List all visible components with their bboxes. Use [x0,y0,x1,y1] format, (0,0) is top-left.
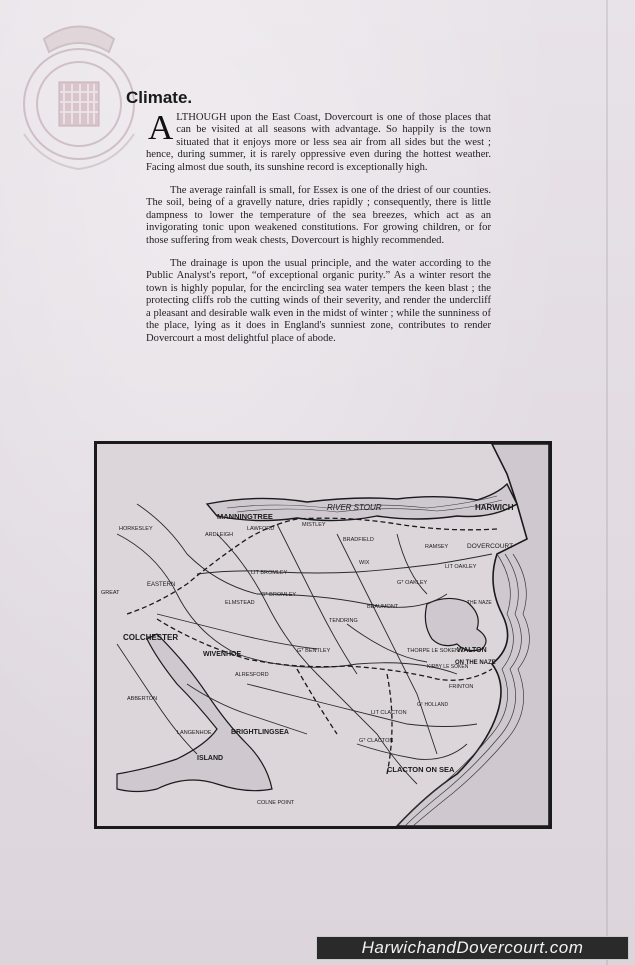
label-elmstead: ELMSTEAD [225,600,255,606]
label-great: GREAT [101,590,120,596]
drop-cap: A [148,108,174,147]
label-walton: WALTON [457,647,487,654]
label-gt-clacton: Gᵀ CLACTON [359,738,394,744]
label-gt-bentley: Gᵀ BENTLEY [297,648,331,654]
paragraph-1 [146,108,491,174]
label-manningtree: MANNINGTREE [217,512,273,521]
label-wivenhoe: WIVENHOE [203,651,242,658]
paragraph-1-text: LTHOUGH upon the East Coast, Dovercourt is one of those places that can be visited at all seasons with advantage. So happily is the town situated that it enjoys more or less sea air from all sides but the west ; hence, during summer, it is rarely oppressive even during the hottest weather. Facing almost due south, its sunshine record is exceptionally high. [146,112,491,173]
label-tendring: TENDRING [329,618,358,624]
label-wix: WIX [359,560,370,566]
label-clacton: CLACTON ON SEA [387,765,455,774]
label-on-the-naze: ON THE NAZE [455,660,496,666]
label-mistley: MISTLEY [302,522,326,528]
label-abberton: ABBERTON [127,696,158,702]
hamford-water [425,598,486,650]
label-river-stour: RIVER STOUR [327,503,382,512]
label-frinton: FRINTON [449,684,474,690]
paragraph-3: The drainage is upon the usual principle, and the water according to the Public Analyst's report, “of exceptional organic purity.” As a winter resort the town is highly popular, for the encircling sea water tempers the keen blast ; the protecting cliffs rob the cutting winds of their severity, and render the undercliff a pleasant and desirable walk even in the midst of winter ; while the sunniness of the place, lying as it does in England's sunniest zone, contributes to render Dovercourt a most delightful place of abode. [146,258,491,344]
climate-text [146,108,491,356]
label-lit-bromley: LIT BROMLEY [251,570,288,576]
label-colchester: COLCHESTER [123,633,179,642]
label-holland: Gᵀ HOLLAND [417,702,449,708]
page-crease [606,0,608,965]
label-lawford: LAWFORD [247,526,275,532]
label-lit-clacton: LIT CLACTON [371,710,407,716]
label-the-naze: THE NAZE [467,600,492,606]
label-lit-oakley: LIT OAKLEY [445,564,477,570]
label-gt-oakley: Gᵀ OAKLEY [397,580,428,586]
label-ramsey: RAMSEY [425,544,449,550]
label-beaumont: BEAUMONT [367,604,399,610]
label-thorpe: THORPE LE SOKEN [407,648,459,654]
label-langenhoe: LANGENHOE [177,730,212,736]
label-horkesley: HORKESLEY [119,526,153,532]
map-illustration [97,444,549,826]
section-title: Climate. [126,88,193,107]
label-colne-point: COLNE POINT [257,800,295,806]
paragraph-2: The average rainfall is small, for Essex is one of the driest of our counties. The soil, being of a gravelly nature, dries rapidly ; consequently, there is little dampness to lower the temperature of the sea breezes, which act as an invigorating tonic upon weakened constitutions. For growing children, or for those suffering from weak chests, Dovercourt is highly recommended. [146,185,491,246]
label-harwich: HARWICH [475,503,514,512]
label-ardleigh: ARDLEIGH [205,532,234,538]
label-eastern: EASTERN [147,582,176,588]
district-map [94,441,552,829]
label-mersea-island: ISLAND [197,755,224,762]
label-kirby: KIRBY LE SOKEN [427,664,469,670]
label-bradfield: BRADFIELD [343,537,374,543]
label-brightlingsea: BRIGHTLINGSEA [231,729,289,736]
site-watermark: HarwichandDovercourt.com [316,936,629,960]
label-alresford: ALRESFORD [235,672,269,678]
label-gt-bromley: Gᵀ BROMLEY [261,592,297,598]
label-dovercourt: DOVERCOURT [467,543,514,550]
